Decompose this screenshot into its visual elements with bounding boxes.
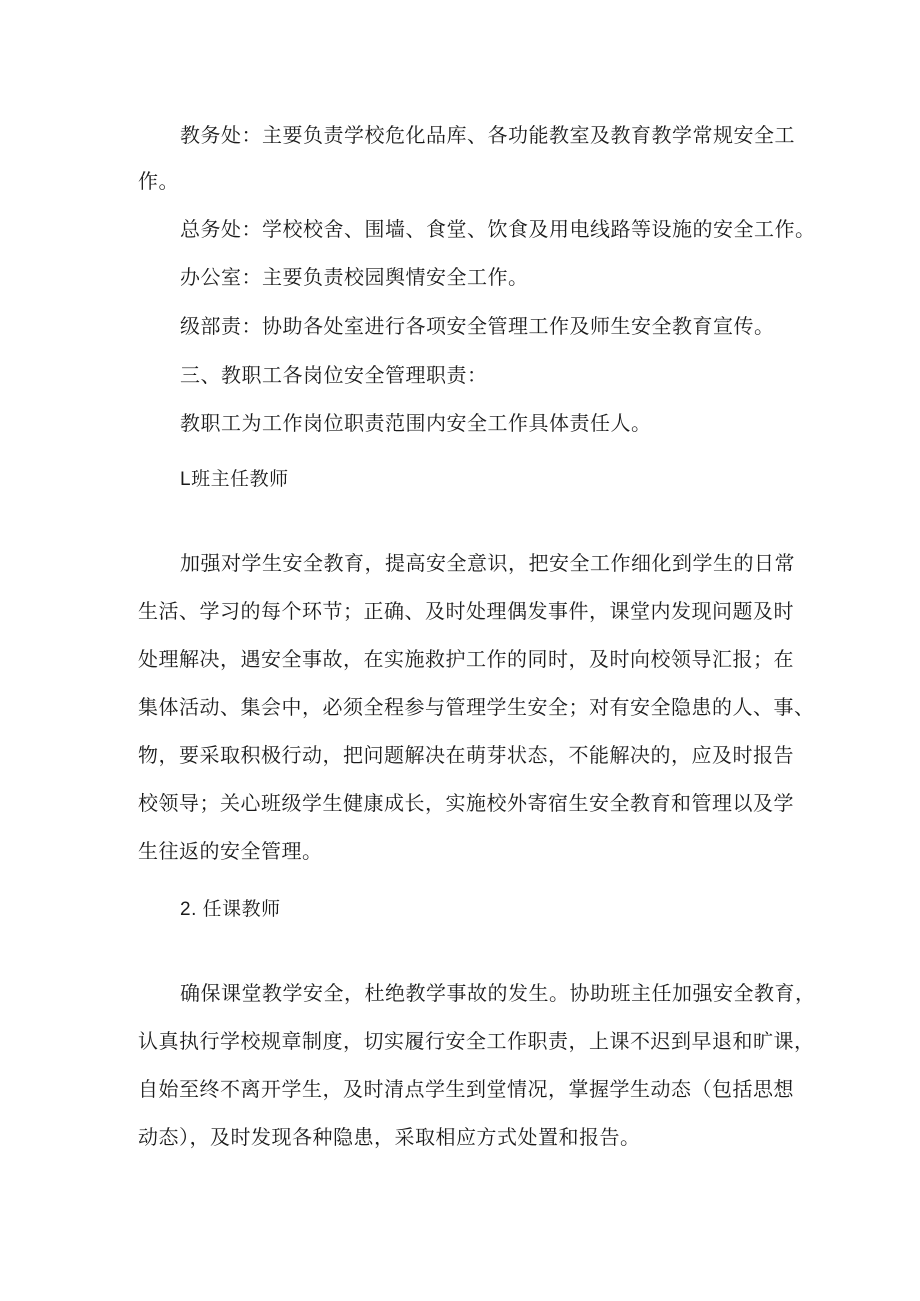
paragraph-line: 级部责：协助各处室进行各项安全管理工作及师生安全教育宣传。 [180,314,775,338]
paragraph-line: 作。 [138,169,179,193]
subsection-heading: L班主任教师 [180,469,289,490]
paragraph-line: 生往返的安全管理。 [138,839,323,863]
subsection-heading: 2. 任课教师 [180,899,281,920]
paragraph-line: 物，要采取积极行动，把问题解决在萌芽状态，不能解决的，应及时报告 [138,743,794,767]
paragraph-line: 教务处：主要负责学校危化品库、各功能教室及教育教学常规安全工 [180,123,795,147]
paragraph-line: 校领导；关心班级学生健康成长，实施校外寄宿生安全教育和管理以及学 [138,791,794,815]
paragraph-line: 动态），及时发现各种隐患，采取相应方式处置和报告。 [138,1125,641,1149]
paragraph-line: 认真执行学校规章制度，切实履行安全工作职责，上课不迟到早退和旷课， [138,1029,815,1053]
paragraph-line: 确保课堂教学安全，杜绝教学事故的发生。协助班主任加强安全教育， [180,981,816,1005]
section-heading: 三、教职工各岗位安全管理职责： [180,363,488,387]
paragraph-line: 自始至终不离开学生，及时清点学生到堂情况，掌握学生动态（包括思想 [138,1077,794,1101]
paragraph-line: 总务处：学校校舍、围墙、食堂、饮食及用电线路等设施的安全工作。 [180,217,816,241]
paragraph-line: 办公室：主要负责校园舆情安全工作。 [180,265,529,289]
paragraph-line: 教职工为工作岗位职责范围内安全工作具体责任人。 [180,411,652,435]
paragraph-line: 集体活动、集会中，必须全程参与管理学生安全；对有安全隐患的人、事、 [138,695,815,719]
paragraph-line: 处理解决，遇安全事故，在实施救护工作的同时，及时向校领导汇报；在 [138,647,794,671]
paragraph-line: 生活、学习的每个环节；正确、及时处理偶发事件，课堂内发现问题及时 [138,599,794,623]
paragraph-line: 加强对学生安全教育，提高安全意识，把安全工作细化到学生的日常 [180,551,795,575]
